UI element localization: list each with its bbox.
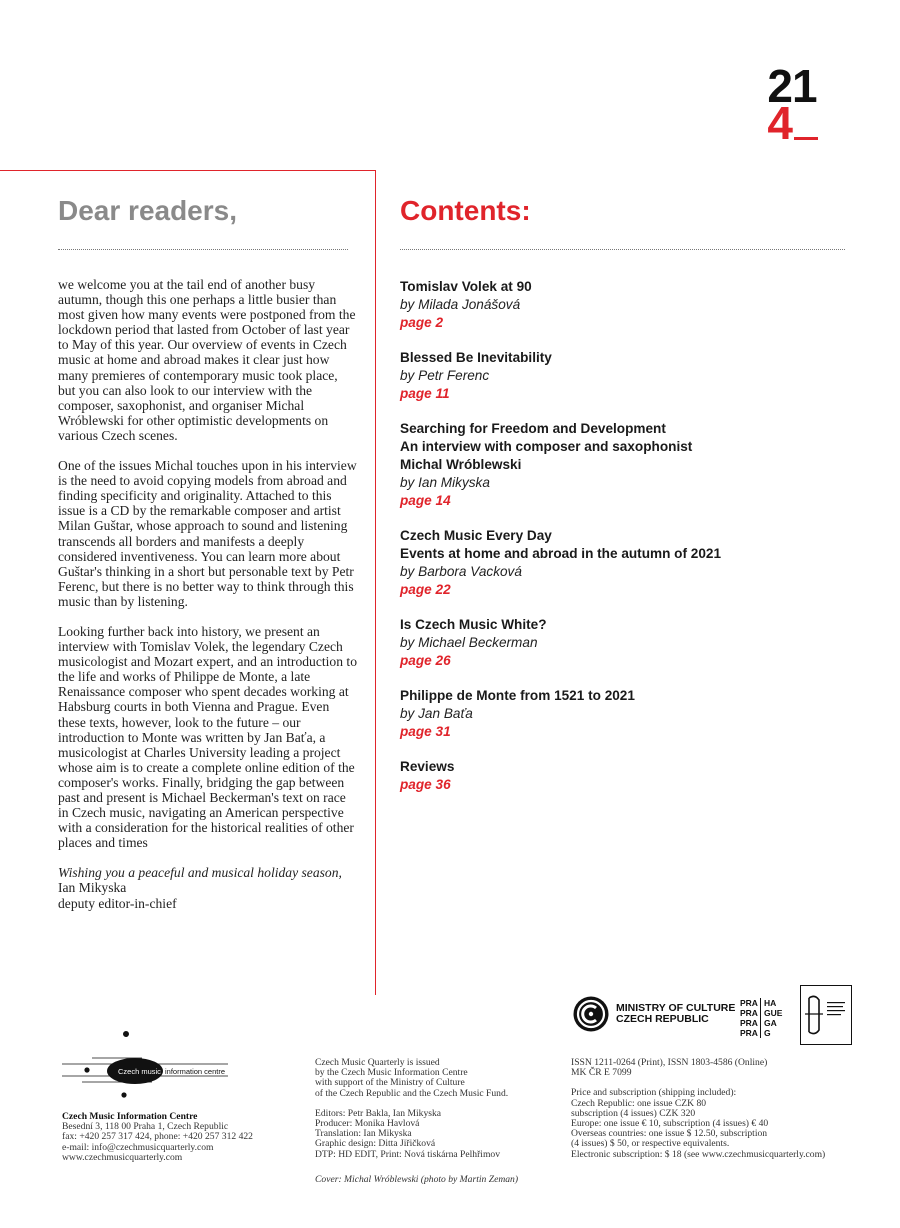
cmic-brand-text: information centre bbox=[165, 1067, 226, 1076]
cmic-email[interactable]: e-mail: info@czechmusicquarterly.com bbox=[62, 1141, 214, 1153]
entry-subtitle: An interview with composer and saxophonist bbox=[400, 439, 693, 454]
entry-title: Tomislav Volek at 90 bbox=[400, 279, 532, 294]
footer-cmic-info bbox=[62, 1112, 282, 1163]
issued-line: by the Czech Music Information Centre bbox=[315, 1067, 468, 1079]
signature-name: Ian Mikyska bbox=[58, 880, 127, 896]
ministry-line-2: CZECH REPUBLIC bbox=[616, 1013, 709, 1025]
ministry-emblem-icon bbox=[572, 995, 610, 1033]
issue-dash bbox=[794, 137, 818, 140]
issue-year: 21 bbox=[767, 60, 817, 112]
credit-line: DTP: HD EDIT, Print: Nová tiskárna Pelhřimov bbox=[315, 1148, 501, 1160]
column-divider bbox=[375, 170, 376, 995]
music-fund-emblem-icon bbox=[801, 986, 851, 1044]
issn-line: MK ČR E 7099 bbox=[571, 1067, 632, 1079]
contents-heading: Contents: bbox=[400, 195, 531, 226]
editorial-letter bbox=[58, 277, 358, 911]
cmic-phone: fax: +420 257 317 424, phone: +420 257 312 422 bbox=[62, 1131, 253, 1143]
entry-page[interactable]: page 22 bbox=[400, 582, 451, 597]
cmic-website[interactable]: www.czechmusicquarterly.com bbox=[62, 1151, 183, 1163]
signature-role: deputy editor-in-chief bbox=[58, 895, 177, 911]
price-line: Europe: one issue € 10, subscription (4 issues) € 40 bbox=[571, 1118, 769, 1130]
editorial-paragraph: Looking further back into history, we present an interview with Tomislav Volek, the legendary Czech musicologist and Mozart expert, and an introduction to the life and works of Philippe de Monte, a late Renaissance composer who spent decades working at Habsburg courts in both Vienna and Prague. Even these texts, however, look to the future – our introduction to Monte was written by Jan Baťa, a musicologist at Charles University leading a project whose aim is to create a complete online edition of the composer's works. Finally, bridging the gap between past and present is Michael Beckerman's text on race in Czech music, navigating an American perspective with a consideration for the historical realities of other places and times bbox=[58, 623, 357, 851]
price-line: subscription (4 issues) CZK 320 bbox=[571, 1107, 696, 1119]
entry-author: by Milada Jonášová bbox=[400, 297, 521, 312]
editorial-closing: Wishing you a peaceful and musical holiday season, bbox=[58, 865, 342, 881]
issue-number-value: 4 bbox=[767, 96, 792, 149]
issn-line: ISSN 1211-0264 (Print), ISSN 1803-4586 (Online) bbox=[571, 1057, 768, 1068]
cmic-address: Besední 3, 118 00 Praha 1, Czech Republic bbox=[62, 1121, 229, 1133]
entry-page[interactable]: page 11 bbox=[400, 386, 450, 401]
cmic-name: Czech Music Information Centre bbox=[62, 1111, 198, 1122]
price-line: Price and subscription (shipping included): bbox=[571, 1087, 737, 1099]
spacer bbox=[315, 1160, 560, 1175]
entry-title: Is Czech Music White? bbox=[400, 617, 547, 632]
top-rule bbox=[0, 170, 375, 171]
praha-text: GA bbox=[764, 1018, 777, 1028]
price-line: Czech Republic: one issue CZK 80 bbox=[571, 1097, 707, 1109]
issued-line: Czech Music Quarterly is issued bbox=[315, 1057, 440, 1068]
price-line: Electronic subscription: $ 18 (see www.czechmusicquarterly.com) bbox=[571, 1148, 826, 1160]
entry-author: by Barbora Vacková bbox=[400, 564, 522, 579]
praha-text: G bbox=[764, 1028, 771, 1038]
ministry-line-1: MINISTRY OF CULTURE bbox=[616, 1002, 736, 1014]
contents-entry[interactable] bbox=[400, 527, 860, 599]
contents-entry[interactable] bbox=[400, 616, 860, 670]
contents-entry[interactable] bbox=[400, 758, 860, 794]
footer-issued-info bbox=[315, 1058, 560, 1185]
entry-author: by Ian Mikyska bbox=[400, 475, 490, 490]
credit-line: Editors: Petr Bakla, Ian Mikyska bbox=[315, 1107, 442, 1119]
ministry-of-culture-logo bbox=[572, 995, 735, 1033]
contents-list bbox=[400, 278, 860, 811]
praha-text: GUE bbox=[764, 1008, 783, 1018]
entry-title: Czech Music Every Day bbox=[400, 528, 552, 543]
entry-page[interactable]: page 26 bbox=[400, 653, 451, 668]
issued-line: with support of the Ministry of Culture bbox=[315, 1077, 465, 1089]
entry-page[interactable]: page 31 bbox=[400, 724, 451, 739]
entry-author: by Jan Baťa bbox=[400, 706, 473, 721]
price-line: Overseas countries: one issue $ 12.50, subscription bbox=[571, 1128, 768, 1140]
contents-dotted-rule bbox=[400, 249, 845, 250]
contents-entry[interactable] bbox=[400, 687, 860, 741]
cmic-logo bbox=[62, 1028, 232, 1098]
editorial-dotted-rule bbox=[58, 249, 348, 250]
editorial-paragraph: we welcome you at the tail end of another busy autumn, though this one perhaps a little busier than most given how many events were postponed from the lockdown period that lasted from October of last year to May of this year. Our overview of events in Czech music at home and abroad makes it clear just how many premieres of contemporary music took place, but you can also look to our interview with the composer, saxophonist, and organiser Michal Wróblewski for other optimistic developments on various Czech scenes. bbox=[58, 277, 356, 443]
editorial-paragraph: One of the issues Michal touches upon in his interview is the need to avoid copying models from abroad and finding specificity and originality. Attached to this issue is a CD by the remarkable composer and artist Milan Guštar, whose approach to sound and listening transcends all borders and manifests a deeply considered inventiveness. You can learn more about Guštar's thinking in a short but personable text by Petr Ferenc, but there is no better way to think through this music than by listening. bbox=[58, 458, 357, 609]
editorial-heading: Dear readers, bbox=[58, 195, 238, 226]
footer-issn-info bbox=[571, 1058, 891, 1160]
entry-title: Searching for Freedom and Development bbox=[400, 421, 666, 436]
entry-page[interactable]: page 36 bbox=[400, 777, 451, 792]
credit-line: Translation: Ian Mikyska bbox=[315, 1128, 412, 1140]
entry-author: by Michael Beckerman bbox=[400, 635, 538, 650]
czech-music-fund-logo bbox=[800, 985, 852, 1045]
contents-entry[interactable] bbox=[400, 278, 860, 332]
praha-logo bbox=[740, 998, 782, 1038]
contents-entry[interactable] bbox=[400, 420, 860, 510]
cmic-brand-text: Czech music bbox=[118, 1067, 161, 1076]
price-line: (4 issues) $ 50, or respective equivalents. bbox=[571, 1138, 730, 1150]
issue-number bbox=[767, 60, 818, 149]
cover-credit: Cover: Michal Wróblewski (photo by Martin Zeman) bbox=[315, 1173, 519, 1185]
entry-page[interactable]: page 14 bbox=[400, 493, 451, 508]
entry-title: Philippe de Monte from 1521 to 2021 bbox=[400, 688, 635, 703]
credit-line: Graphic design: Ditta Jiřičková bbox=[315, 1138, 436, 1150]
entry-page[interactable]: page 2 bbox=[400, 315, 444, 330]
praha-text: PRA bbox=[740, 998, 761, 1008]
praha-text: PRA bbox=[740, 1008, 761, 1018]
praha-text: PRA bbox=[740, 1018, 761, 1028]
entry-author: by Petr Ferenc bbox=[400, 368, 490, 383]
entry-title: Reviews bbox=[400, 759, 455, 774]
entry-title: Blessed Be Inevitability bbox=[400, 350, 552, 365]
contents-entry[interactable] bbox=[400, 349, 860, 403]
credit-line: Producer: Monika Havlová bbox=[315, 1118, 420, 1130]
entry-subtitle: Events at home and abroad in the autumn of 2021 bbox=[400, 546, 722, 561]
praha-text: HA bbox=[764, 998, 777, 1008]
entry-subtitle: Michal Wróblewski bbox=[400, 457, 522, 472]
issued-line: of the Czech Republic and the Czech Music Fund. bbox=[315, 1087, 509, 1099]
praha-text: PRA bbox=[740, 1028, 761, 1038]
